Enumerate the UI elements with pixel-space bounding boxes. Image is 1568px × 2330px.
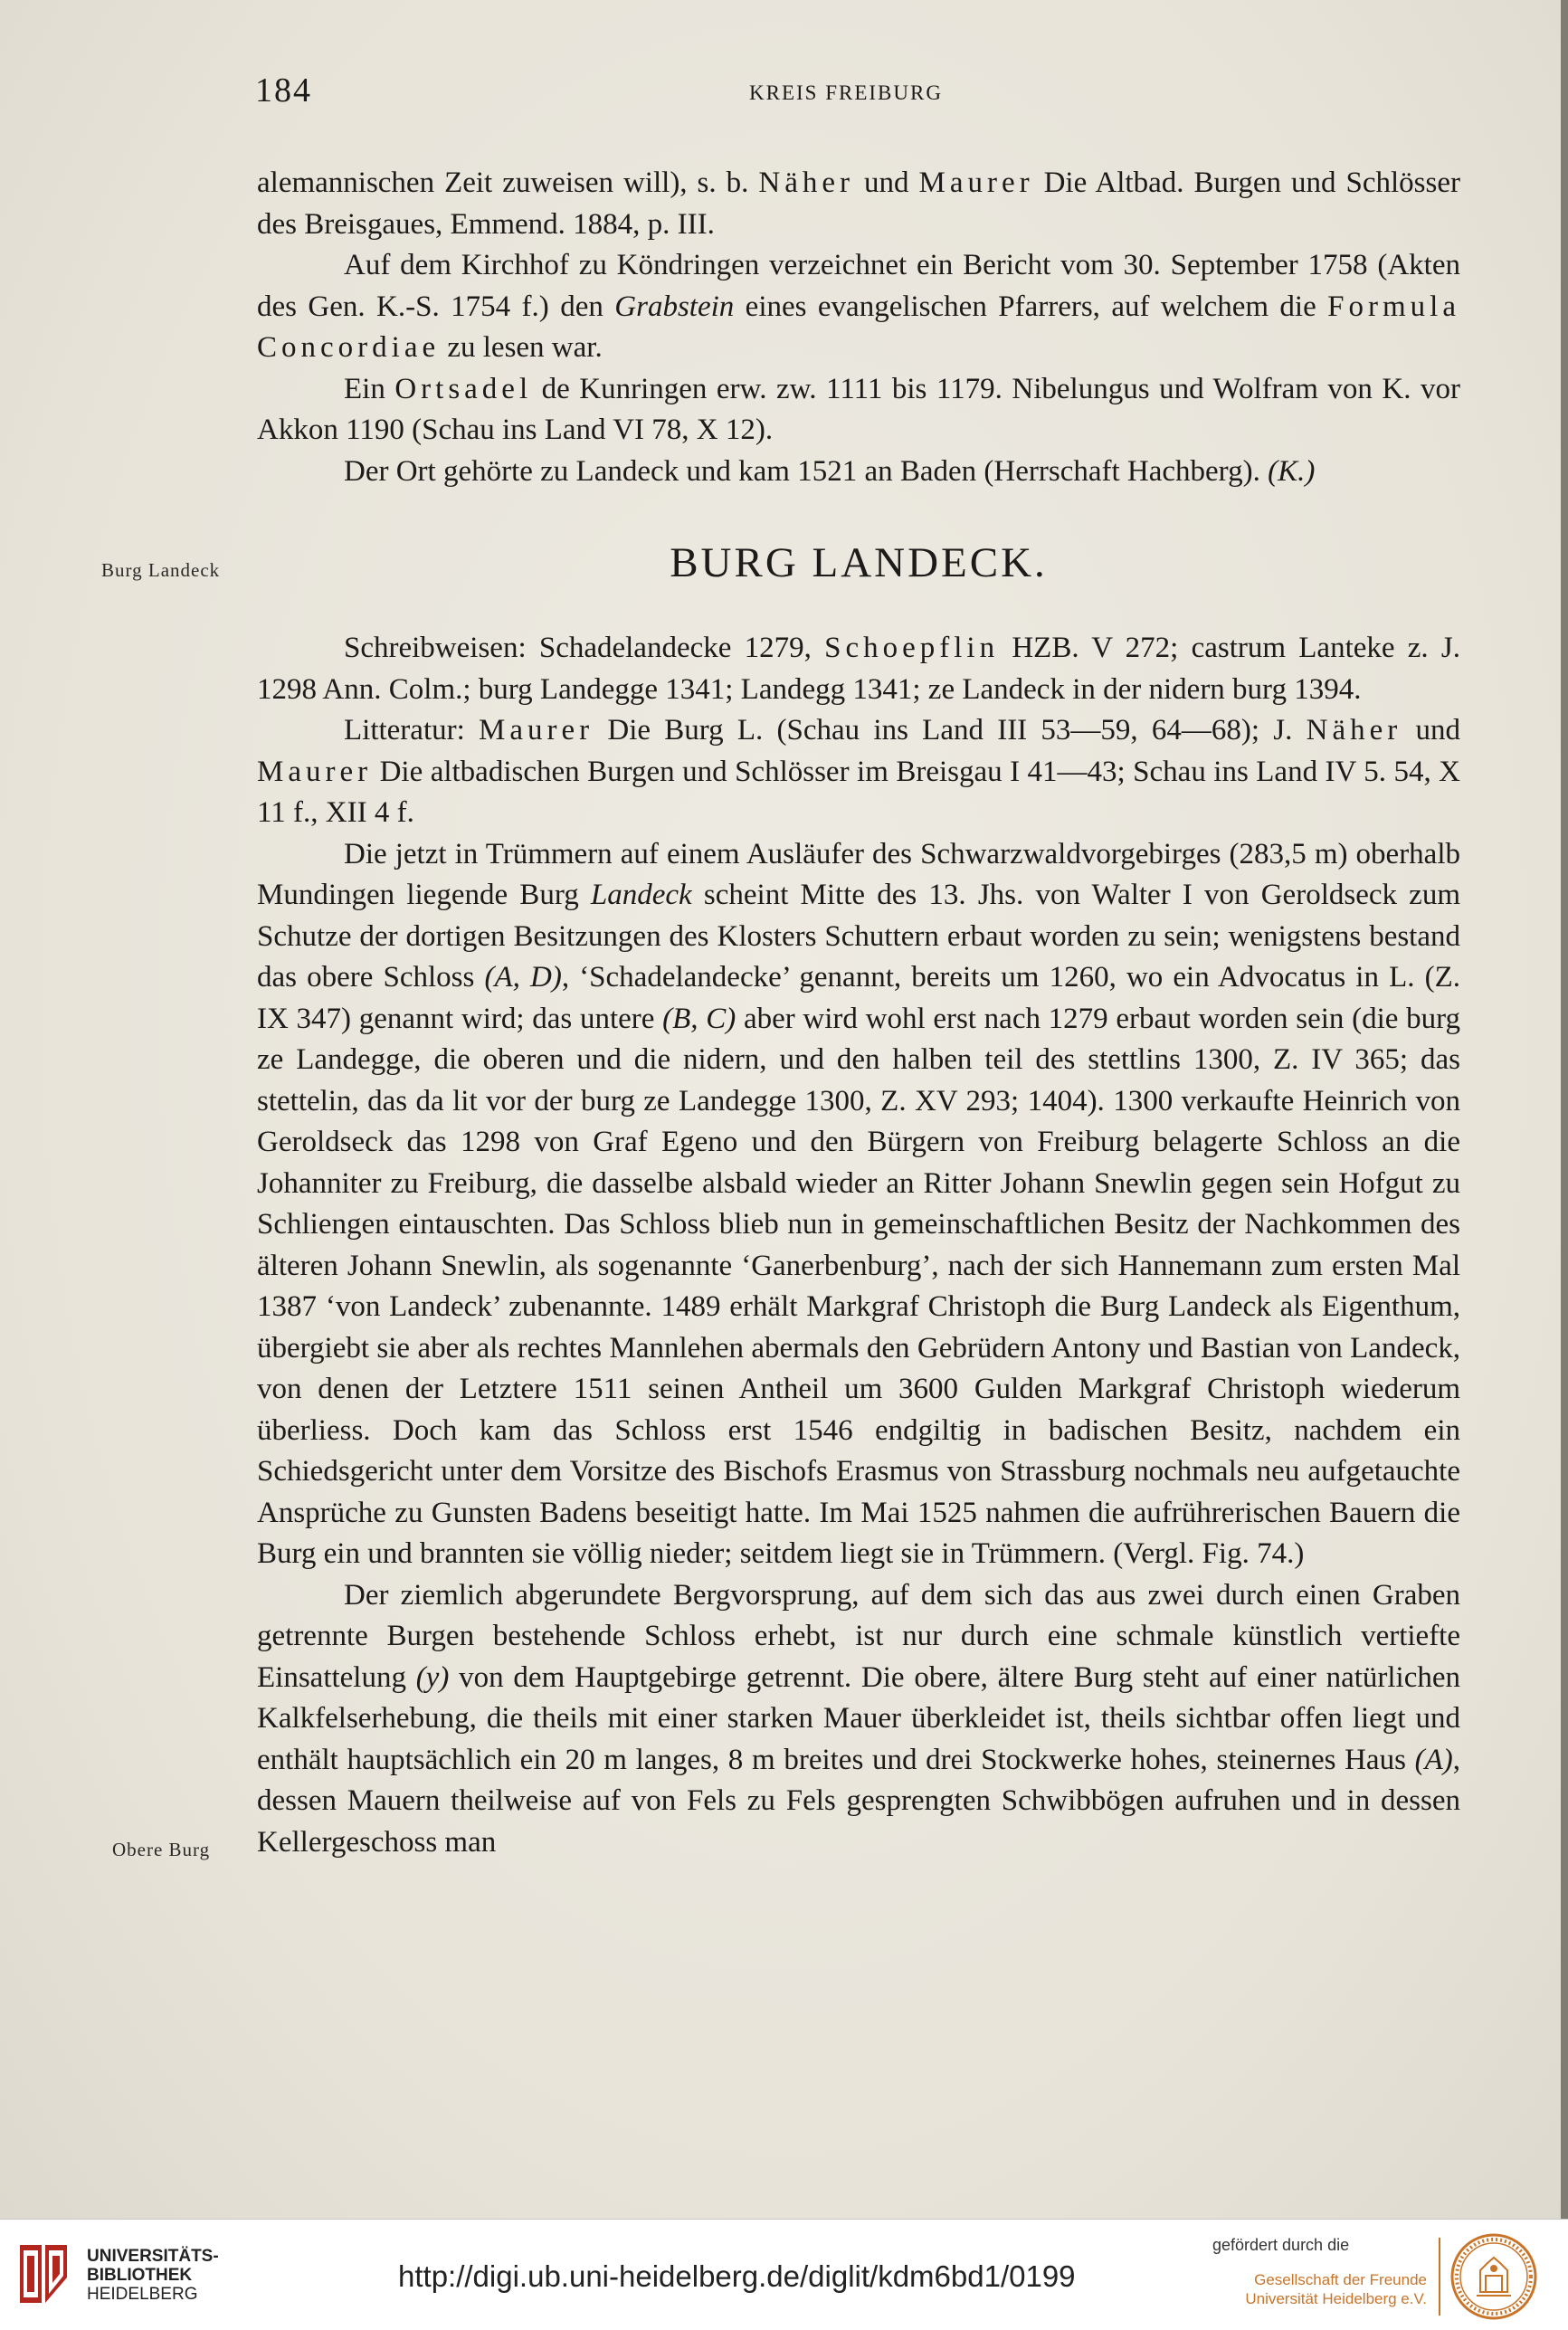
text-run: von dem Hauptgebirge getrennt. Die obere, ältere Burg steht auf einer natürlichen Kalkfelserhebung, die theils mit einer starken Mauer überkleidet ist, theils sichtbar offen liegt und enthält hauptsächlich ein 20 m langes, 8 m breites und drei Stockwerke hohes, steinernes Haus (257, 1660, 1461, 1776)
spaced-run: Ortsadel (394, 372, 533, 405)
library-name-line: UNIVERSITÄTS- (87, 2247, 219, 2266)
text-run: Der ziemlich abgerundete Bergvorsprung, auf dem sich das aus zwei durch einen Graben getrennte Burgen bestehende Schloss erhebt, ist nur durch eine schmale künstlich vertiefte Einsattelung (257, 1578, 1460, 1694)
paragraph (257, 163, 1460, 245)
paragraph (257, 1575, 1460, 1864)
paragraph (257, 834, 1460, 1575)
paragraph (257, 628, 1460, 710)
text-run: Auf dem Kirchhof zu Köndringen verzeichnet ein Bericht vom 30. September 1758 (Akten des Gen. K.-S. 1754 f.) den (257, 249, 1460, 323)
permalink-url[interactable]: http://digi.ub.uni-heidelberg.de/diglit/kdm6bd1/0199 (398, 2259, 1076, 2293)
text-run: Die jetzt in Trümmern auf einem Ausläufer des Schwarzwaldvorgebirges (283,5 m) oberhalb Mundingen liegende Burg (257, 837, 1460, 911)
italic-run: (y) (415, 1660, 450, 1694)
running-title: KREIS FREIBURG (749, 81, 943, 104)
text-run: zu lesen war. (440, 331, 603, 364)
italic-run: Landeck (590, 879, 692, 911)
spaced-run: Formula Concordiae (257, 290, 1460, 364)
section-heading-wrap (257, 536, 1460, 590)
university-seal-icon[interactable] (1449, 2232, 1538, 2321)
italic-run: (B, C) (662, 1002, 736, 1035)
paragraph (257, 710, 1460, 834)
spaced-run: Maurer (479, 714, 594, 747)
text-run: Schreibweisen: Schadelandecke 1279, (344, 632, 825, 664)
society-name[interactable] (1214, 2270, 1427, 2308)
text-run: und (1402, 714, 1460, 747)
page-edge (1561, 0, 1568, 2219)
text-run: , ‘Schadelandecke’ genannt, bereits um 1260, wo ein Advocatus in L. (Z. IX 347) genannt wird; das untere (257, 961, 1460, 1035)
text-run: Litteratur: (344, 714, 480, 747)
italic-run: (A, D) (484, 961, 562, 994)
text-run: Der Ort gehörte zu Landeck und kam 1521 an Baden (Herrschaft Hachberg). (344, 454, 1269, 488)
library-name[interactable] (87, 2247, 219, 2304)
italic-run: Grabstein (614, 290, 735, 323)
society-name-line: Universität Heidelberg e.V. (1245, 2290, 1427, 2307)
library-name-line: HEIDELBERG (87, 2285, 198, 2304)
library-logo-icon[interactable] (14, 2241, 72, 2306)
spaced-run: Schoepflin (824, 632, 1000, 664)
paragraph (257, 452, 1460, 493)
section-heading: BURG LANDECK. (670, 539, 1048, 586)
running-head (244, 71, 1448, 116)
spaced-run: Näher (758, 166, 854, 199)
page-number: 184 (255, 71, 312, 109)
text-run: alemannischen Zeit zuweisen will), s. b. (257, 166, 759, 199)
text-run: , dessen Mauern theilweise auf von Fels zu Fels gesprengten Schwibbögen aufruhen und in dessen Kellergeschoss man (257, 1743, 1460, 1859)
text-run: Die altbadischen Burgen und Schlösser im Breisgau I 41—43; Schau ins Land IV 5. 54, X 11 f., XII 4 f. (257, 755, 1460, 829)
text-run: HZB. V 272; castrum Lanteke z. J. 1298 Ann. Colm.; burg Landegge 1341; Landegg 1341; ze Landeck in der nidern burg 1394. (257, 632, 1460, 706)
text-run: aber wird wohl erst nach 1279 erbaut worden sein (die burg ze Landegge, die oberen und die nidern, und den halben teil des stettlins 1300, Z. IV 365; das stettelin, das da lit vor der burg ze Landegge 1300, Z. XV 293; 1404). 1300 verkaufte Heinrich von Geroldseck das 1298 von Graf Egeno und den Bürgern von Freiburg belagerte Schloss an die Johanniter zu Freiburg, die dasselbe alsbald wieder an Ritter Johann Snewlin gegen sein Hofgut zu Schliengen eintauschten. Das Schloss blieb nun in gemeinschaftlichen Besitz der Nachkommen des älteren Johann Snewlin, als sogenannte ‘Ganerbenburg’, nach der sich Hannemann zum ersten Mal 1387 ‘von Landeck’ zubenannte. 1489 erhält Markgraf Christoph die Burg Landeck als Eigenthum, übergiebt sie aber als rechtes Mannlehen abermals den Gebrüdern Antony und Bastian von Landeck, von denen der Letztere 1511 seinen Antheil um 3600 Gulden Markgraf Christoph wiederum überliess. Doch kam das Schloss erst 1546 endgiltig in badischen Besitz, nachdem ein Schiedsgericht unter dem Vorsitze des Bischofs Erasmus von Strassburg nochmals neu aufgetauchte Ansprüche zu Gunsten Badens beseitigt hatte. Im Mai 1525 nahmen die aufrührerischen Bauern die Burg ein und brannten sie völlig nieder; seitdem liegt sie in Trümmern. (Vergl. Fig. 74.) (257, 1002, 1460, 1570)
text-run: Die Altbad. Burgen und Schlösser des Breisgaues, Emmend. 1884, p. III. (257, 166, 1460, 241)
spaced-run: Maurer (918, 166, 1034, 199)
funded-by-label: gefördert durch die (1212, 2236, 1350, 2254)
paragraph (257, 245, 1460, 369)
text-run: und (854, 166, 919, 199)
italic-run: (K.) (1268, 454, 1316, 488)
text-run: scheint Mitte des 13. Jhs. von Walter I von Geroldseck zum Schutze der dortigen Besitzungen des Klosters Schuttern erbaut worden zu sein; wenigstens bestand das obere Schloss (257, 879, 1461, 994)
society-name-line: Gesellschaft der Freunde (1254, 2271, 1427, 2288)
margin-note-burg-landeck: Burg Landeck (101, 559, 221, 581)
spaced-run: Maurer (257, 755, 373, 788)
footer-divider (1439, 2238, 1440, 2316)
text-run: de Kunringen erw. zw. 1111 bis 1179. Nibelungus und Wolfram von K. vor Akkon 1190 (Schau ins Land VI 78, X 12). (257, 372, 1461, 446)
paragraph (257, 369, 1460, 452)
margin-note-obere-burg: Obere Burg (112, 1839, 211, 1860)
italic-run: (A) (1414, 1743, 1453, 1776)
text-run: eines evangelischen Pfarrers, auf welchem die (734, 290, 1328, 323)
body-text (257, 163, 1460, 1863)
spaced-run: Näher (1306, 714, 1402, 747)
footer-bar (0, 2219, 1568, 2330)
text-run: Ein (344, 372, 395, 405)
library-name-line: BIBLIOTHEK (87, 2266, 193, 2285)
text-run: Die Burg L. (Schau ins Land III 53—59, 64—68); J. (594, 714, 1307, 747)
